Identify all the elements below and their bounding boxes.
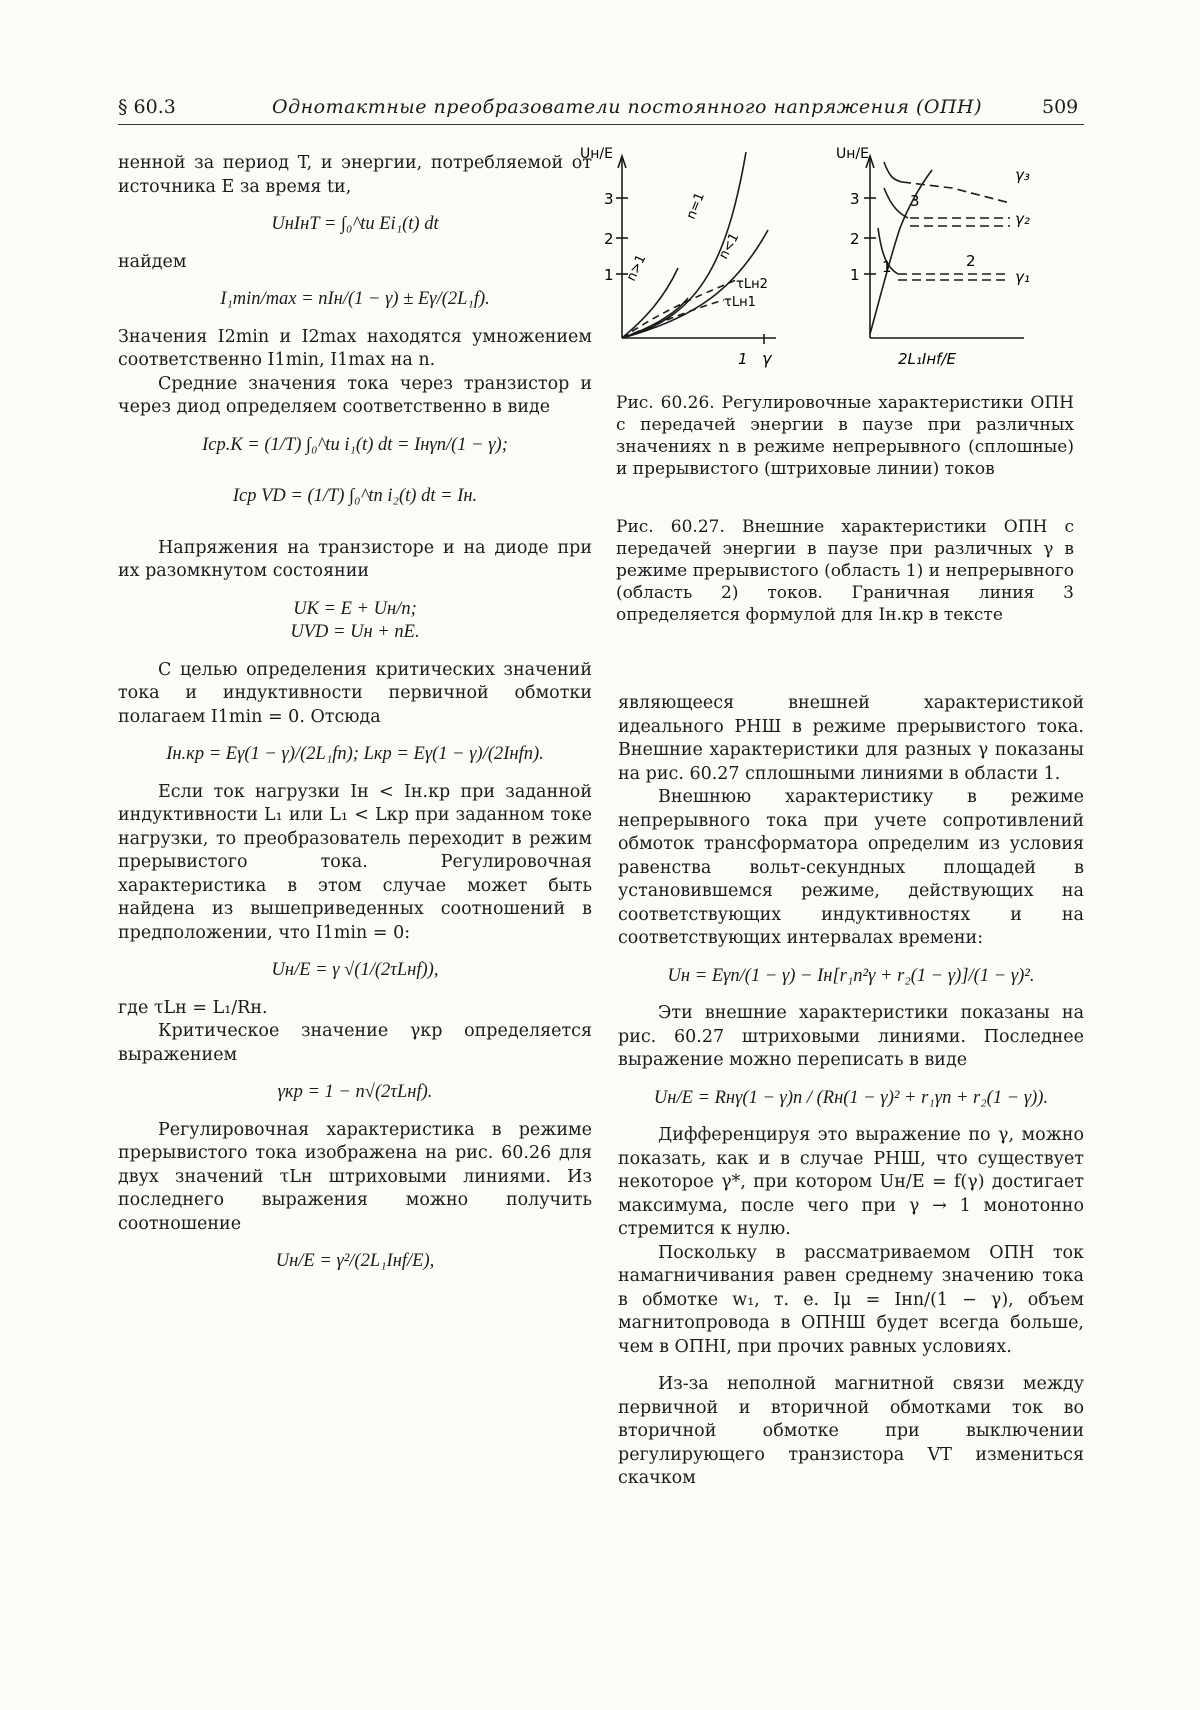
paragraph: Поскольку в рассматриваемом ОПН ток намагничивания равен среднему значению тока в обмотке w₁, т. е. Iμ = Iнn/(1 − γ), объем магнитопровода в ОПНШ будет всегда больше, чем в ОПНI, при прочих равных условиях. <box>618 1242 1084 1357</box>
running-title: Однотактные преобразователи постоянного напряжения (ОПН) <box>272 96 983 118</box>
paragraph: ненной за период T, и энергии, потребляемой от источника E за время tи, <box>118 153 592 197</box>
x-tick-label: 1 <box>738 350 748 368</box>
paragraph: Значения I2min и I2max находятся умножением соответственно I1min, I1max на n. <box>118 326 592 370</box>
curve-label-gamma-1: γ₁ <box>1015 268 1030 286</box>
equation: UVD = Uн + nE. <box>290 622 420 642</box>
y-tick-label: 3 <box>850 190 860 208</box>
equation: I₁min/max = nIн/(1 − γ) ± Eγ/(2L₁f). <box>220 289 490 309</box>
paragraph: Средние значения тока через транзистор и через диод определяем соответственно в виде <box>118 373 592 417</box>
figure-caption-60-27: Рис. 60.27. Внешние характеристики ОПН с передачей энергии в паузе при различных γ в режиме прерывистого (область 1) и непрерывного (область 2) токов. Граничная линия 3 определяется формулой для Iн.кр в тексте <box>616 517 1074 625</box>
paragraph: найдем <box>118 251 187 272</box>
equation: Iср VD = (1/T) ∫₀^tп i₂(t) dt = Iн. <box>232 486 478 506</box>
figure-60-26 <box>580 146 826 378</box>
y-tick-label: 1 <box>850 266 860 284</box>
y-tick-label: 3 <box>604 190 614 208</box>
paragraph: Напряжения на транзисторе и на диоде при их разомкнутом состоянии <box>118 537 592 581</box>
curve-label-n-gt-1: n>1 <box>624 252 650 284</box>
paragraph: С целью определения критических значений тока и индуктивности первичной обмотки полагаем I1min = 0. Отсюда <box>118 659 592 727</box>
paragraph: где τLн = L₁/Rн. <box>118 997 268 1018</box>
paragraph: Из-за неполной магнитной связи между первичной и вторичной обмотками ток во вторичной обмотке при выключении регулирующего транзистора VT измениться скачком <box>618 1374 1084 1488</box>
figure-caption-60-26: Рис. 60.26. Регулировочные характеристики ОПН с передачей энергии в паузе при различных значениях n в режиме непрерывного (сплошные) и прерывистого (штриховые линии) токов <box>616 393 1074 479</box>
region-label-2: 2 <box>966 252 976 270</box>
equation: Iср.К = (1/T) ∫₀^tи i₁(t) dt = Iнγn/(1 − γ); <box>202 434 508 455</box>
equation: Uн/E = Rнγ(1 − γ)n / (Rн(1 − γ)² + r₁γn + r₂(1 − γ)). <box>653 1087 1049 1108</box>
section-number: § 60.3 <box>118 96 176 118</box>
left-column <box>118 152 592 1274</box>
region-label-1: 1 <box>882 258 892 276</box>
equation: UнIнT = ∫₀^tи Ei₁(t) dt <box>271 214 439 234</box>
equation: Uн/E = γ √(1/(2τLнf)), <box>271 960 439 980</box>
curve-tau-1 <box>622 300 724 338</box>
equation: Uн = Eγn/(1 − γ) − Iн[r₁n²γ + r₂(1 − γ)]/(1 − γ)². <box>667 965 1035 986</box>
curve-label-tau-2: τLн2 <box>736 277 768 292</box>
paragraph: Если ток нагрузки Iн < Iн.кр при заданной индуктивности L₁ или L₁ < Lкр при заданном токе нагрузки, то преобразователь переходит в режим прерывистого тока. Регулировочная характеристика в этом случае может быть найдена из вышеприведенных соотношений в предположении, что I1min = 0: <box>118 781 592 943</box>
curve-label-tau-1: τLн1 <box>724 295 756 310</box>
y-tick-label: 2 <box>850 230 860 248</box>
equation: UК = E + Uн/n; <box>293 598 417 619</box>
curve-label-n-eq-1: n=1 <box>683 190 708 222</box>
figure-60-27 <box>836 146 1088 378</box>
equation: γкр = 1 − n√(2τLнf). <box>277 1082 433 1102</box>
y-axis-label: Uн/E <box>836 146 869 162</box>
header-rule <box>118 124 1084 125</box>
curve-label-n-lt-1: n<1 <box>716 230 743 262</box>
region-label-3: 3 <box>910 192 920 210</box>
paragraph: Эти внешние характеристики показаны на рис. 60.27 штриховыми линиями. Последнее выражение можно переписать в виде <box>618 1003 1084 1070</box>
equation: Uн/E = γ²/(2L₁Iнf/E), <box>275 1251 435 1271</box>
paragraph: Критическое значение γкр определяется выражением <box>118 1021 592 1065</box>
page-number: 509 <box>1042 96 1079 118</box>
curve-label-gamma-3: γ₃ <box>1015 166 1030 184</box>
curve-gamma-3-solid <box>884 162 902 182</box>
curve-label-gamma-2: γ₂ <box>1015 210 1030 228</box>
paragraph: Регулировочная характеристика в режиме прерывистого тока изображена на рис. 60.26 для двух значений τLн штриховыми линиями. Из последнего выражения можно получить соотношение <box>118 1119 592 1234</box>
y-tick-label: 1 <box>604 266 614 284</box>
paragraph: Дифференцируя это выражение по γ, можно показать, как и в случае РНШ, что существует некоторое γ*, при котором Uн/E = f(γ) достигает максимума, после чего при γ → 1 монотонно стремится к нулю. <box>618 1125 1084 1239</box>
right-column <box>618 692 1084 1491</box>
x-axis-label: 2L₁Iнf/E <box>898 350 956 368</box>
y-axis-label: Uн/E <box>580 146 613 162</box>
x-axis-label: γ <box>762 349 772 368</box>
curve-gamma-2-solid <box>884 188 908 218</box>
paragraph: Внешнюю характеристику в режиме непрерывного тока при учете сопротивлений обмоток трансформатора определим из условия равенства вольт-секундных площадей в установившемся режиме, действующих на соответствующих индуктивностях и на соответствующих интервалах времени: <box>618 787 1084 948</box>
y-tick-label: 2 <box>604 230 614 248</box>
boundary-curve-3 <box>870 170 932 334</box>
equation: Iн.кр = Eγ(1 − γ)/(2L₁fn); Lкр = Eγ(1 − γ)/(2Iнfn). <box>166 744 544 764</box>
paragraph: являющееся внешней характеристикой идеального РНШ в режиме прерывистого тока. Внешние характеристики для разных γ показаны на рис. 60.27 сплошными линиями в области 1. <box>618 693 1084 784</box>
